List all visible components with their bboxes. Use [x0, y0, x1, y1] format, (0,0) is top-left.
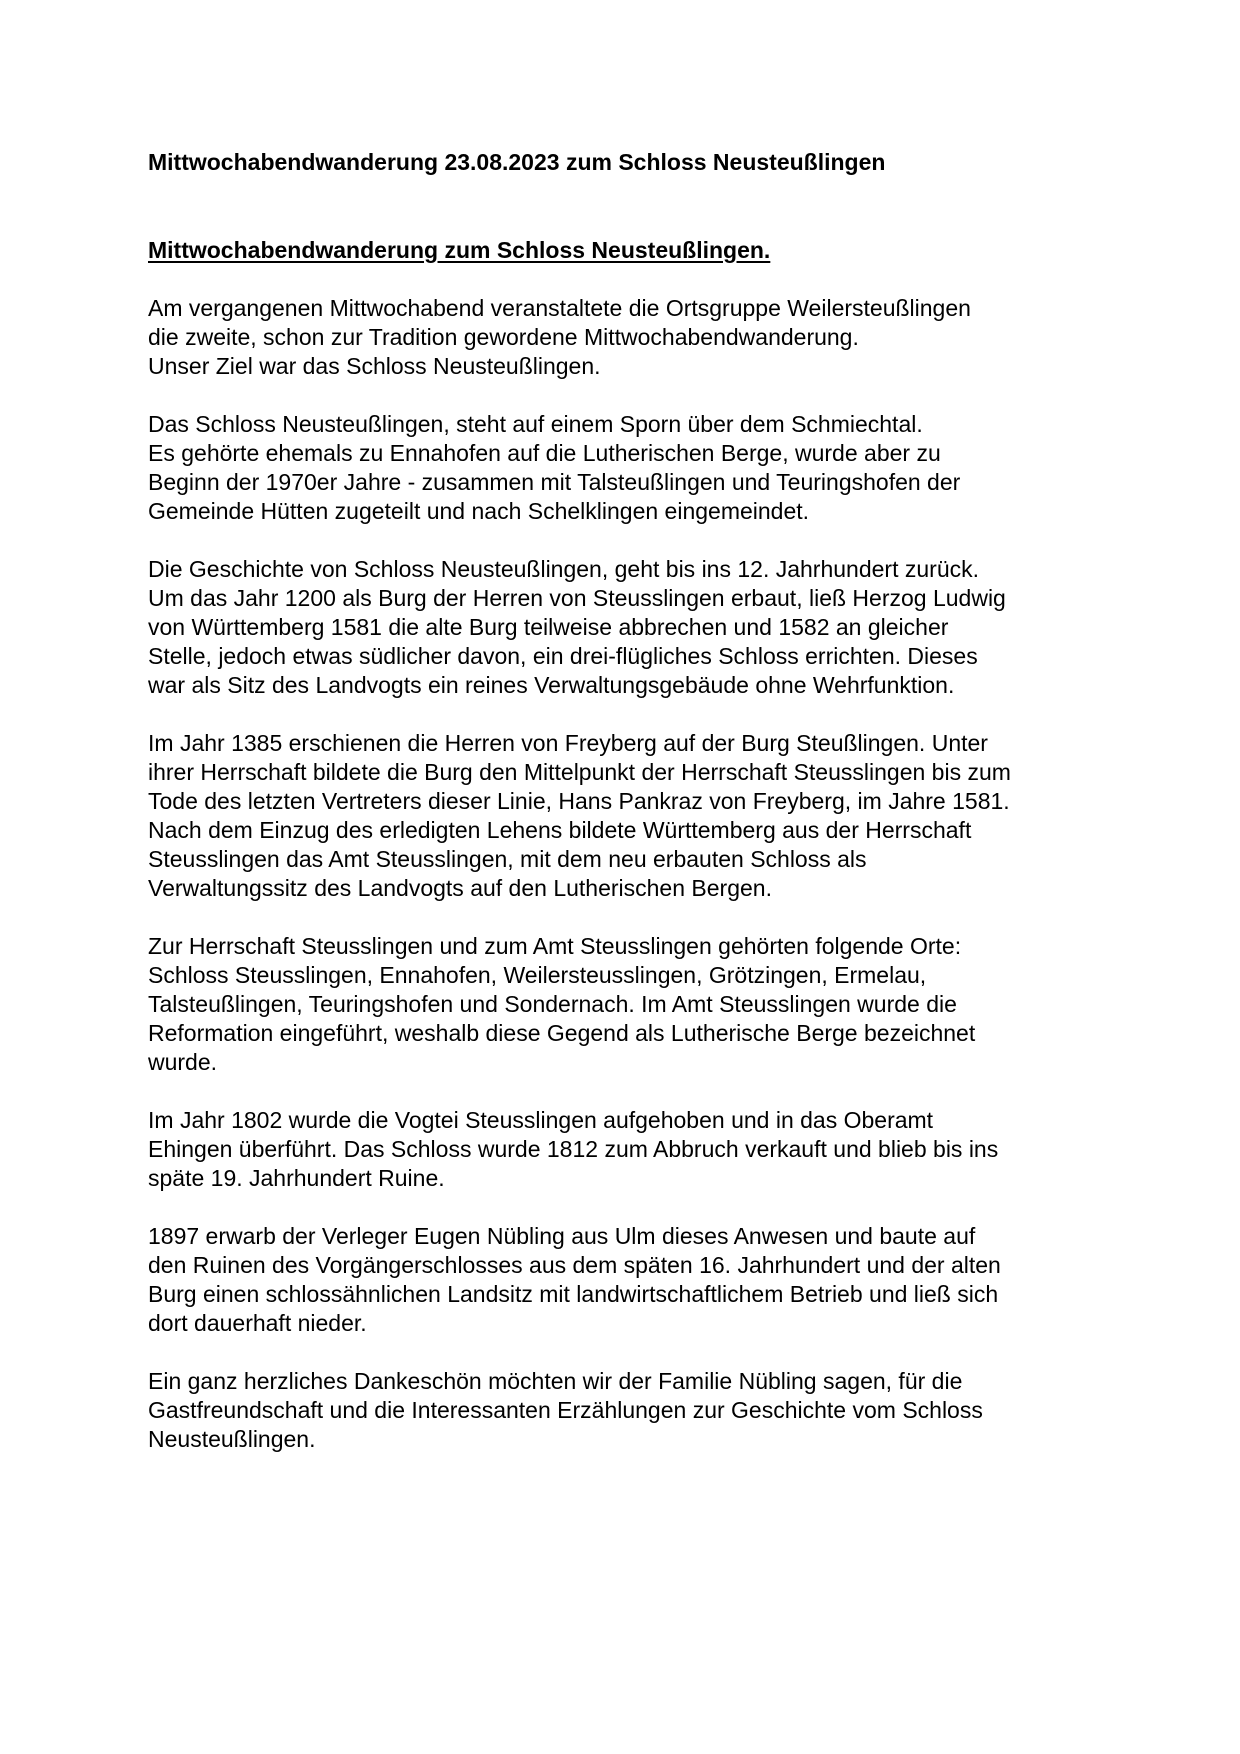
text-line: Schloss Steusslingen, Ennahofen, Weilersteusslingen, Grötzingen, Ermelau,	[148, 962, 927, 988]
text-line: Unser Ziel war das Schloss Neusteußlingen.	[148, 353, 601, 379]
paragraph-thanks	[148, 1367, 1108, 1454]
text-line: Im Jahr 1802 wurde die Vogtei Steusslingen aufgehoben und in das Oberamt	[148, 1107, 934, 1133]
paragraph-intro	[148, 294, 1108, 381]
document-body	[148, 294, 1108, 1483]
text-line: Zur Herrschaft Steusslingen und zum Amt Steusslingen gehörten folgende Orte:	[148, 933, 962, 959]
text-line: Beginn der 1970er Jahre - zusammen mit Talsteußlingen und Teuringshofen der	[148, 469, 961, 495]
text-line: Reformation eingeführt, weshalb diese Gegend als Lutherische Berge bezeichnet	[148, 1020, 976, 1046]
document-subtitle: Mittwochabendwanderung zum Schloss Neusteußlingen.	[148, 237, 771, 263]
text-line: Um das Jahr 1200 als Burg der Herren von Steusslingen erbaut, ließ Herzog Ludwig	[148, 585, 1006, 611]
text-line: Neusteußlingen.	[148, 1426, 316, 1452]
paragraph-freyberg	[148, 729, 1108, 903]
text-line: von Württemberg 1581 die alte Burg teilweise abbrechen und 1582 an gleicher	[148, 614, 949, 640]
paragraph-1897	[148, 1222, 1108, 1338]
text-line: die zweite, schon zur Tradition gewordene Mittwochabendwanderung.	[148, 324, 859, 350]
text-line: Gemeinde Hütten zugeteilt und nach Schelklingen eingemeindet.	[148, 498, 810, 524]
text-line: ihrer Herrschaft bildete die Burg den Mittelpunkt der Herrschaft Steusslingen bis zum	[148, 759, 1011, 785]
text-line: 1897 erwarb der Verleger Eugen Nübling aus Ulm dieses Anwesen und baute auf	[148, 1223, 976, 1249]
text-line: Burg einen schlossähnlichen Landsitz mit landwirtschaftlichem Betrieb und ließ sich	[148, 1281, 999, 1307]
text-line: Es gehörte ehemals zu Ennahofen auf die Lutherischen Berge, wurde aber zu	[148, 440, 941, 466]
text-line: Im Jahr 1385 erschienen die Herren von Freyberg auf der Burg Steußlingen. Unter	[148, 730, 988, 756]
text-line: Talsteußlingen, Teuringshofen und Sondernach. Im Amt Steusslingen wurde die	[148, 991, 957, 1017]
paragraph-location	[148, 410, 1108, 526]
text-line: späte 19. Jahrhundert Ruine.	[148, 1165, 445, 1191]
text-line: wurde.	[148, 1049, 218, 1075]
text-line: Steusslingen das Amt Steusslingen, mit dem neu erbauten Schloss als	[148, 846, 867, 872]
paragraph-history	[148, 555, 1108, 700]
text-line: Ehingen überführt. Das Schloss wurde 1812 zum Abbruch verkauft und blieb bis ins	[148, 1136, 999, 1162]
paragraph-1802	[148, 1106, 1108, 1193]
text-line: Das Schloss Neusteußlingen, steht auf einem Sporn über dem Schmiechtal.	[148, 411, 923, 437]
document-title: Mittwochabendwanderung 23.08.2023 zum Schloss Neusteußlingen	[148, 149, 886, 175]
text-line: den Ruinen des Vorgängerschlosses aus dem späten 16. Jahrhundert und der alten	[148, 1252, 1001, 1278]
text-line: Nach dem Einzug des erledigten Lehens bildete Württemberg aus der Herrschaft	[148, 817, 972, 843]
text-line: Die Geschichte von Schloss Neusteußlingen, geht bis ins 12. Jahrhundert zurück.	[148, 556, 979, 582]
text-line: Am vergangenen Mittwochabend veranstaltete die Ortsgruppe Weilersteußlingen	[148, 295, 971, 321]
text-line: Gastfreundschaft und die Interessanten Erzählungen zur Geschichte vom Schloss	[148, 1397, 983, 1423]
text-line: Ein ganz herzliches Dankeschön möchten wir der Familie Nübling sagen, für die	[148, 1368, 963, 1394]
paragraph-places	[148, 932, 1108, 1077]
text-line: dort dauerhaft nieder.	[148, 1310, 367, 1336]
text-line: Stelle, jedoch etwas südlicher davon, ein drei-flügliches Schloss errichten. Dieses	[148, 643, 978, 669]
text-line: Tode des letzten Vertreters dieser Linie, Hans Pankraz von Freyberg, im Jahre 1581.	[148, 788, 1010, 814]
text-line: Verwaltungssitz des Landvogts auf den Lutherischen Bergen.	[148, 875, 772, 901]
text-line: war als Sitz des Landvogts ein reines Verwaltungsgebäude ohne Wehrfunktion.	[148, 672, 955, 698]
